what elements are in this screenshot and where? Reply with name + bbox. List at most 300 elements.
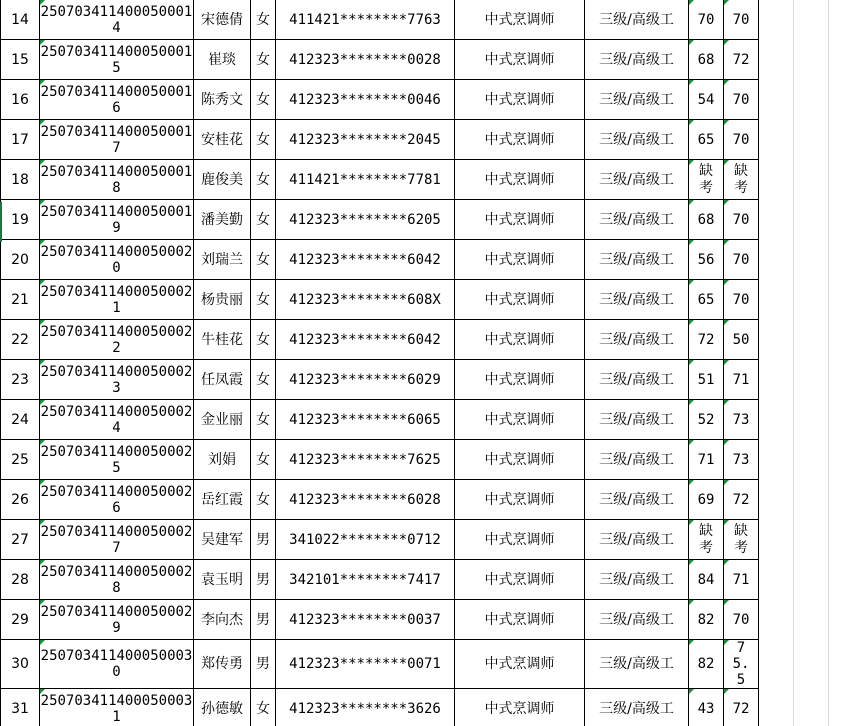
theory-score: 56	[697, 251, 715, 268]
theory-score-cell[interactable]	[689, 80, 724, 120]
table-row[interactable]	[1, 240, 759, 280]
theory-score-cell[interactable]	[689, 600, 724, 640]
level-cell[interactable]	[585, 400, 689, 440]
level-cell[interactable]	[585, 440, 689, 480]
skill-score: 70	[732, 611, 750, 628]
gender-cell[interactable]	[251, 0, 276, 40]
exam-number: 2507034114000500018	[40, 163, 193, 196]
text-number-marker-icon	[689, 480, 694, 485]
row-number-cell[interactable]	[1, 689, 40, 726]
table-row[interactable]	[1, 689, 759, 726]
level-cell[interactable]	[585, 560, 689, 600]
skill-score-cell[interactable]	[724, 560, 759, 600]
theory-score-cell[interactable]	[689, 0, 724, 40]
row-number-cell[interactable]	[1, 0, 40, 40]
gender-cell[interactable]	[251, 160, 276, 200]
table-row[interactable]	[1, 320, 759, 360]
level-cell[interactable]	[585, 600, 689, 640]
table-row[interactable]	[1, 520, 759, 560]
name-cell[interactable]	[194, 400, 251, 440]
theory-score: 72	[697, 331, 715, 348]
trade: 中式烹调师	[484, 331, 555, 348]
level: 三级/高级工	[599, 291, 674, 308]
text-number-marker-icon	[724, 200, 729, 205]
gender: 女	[256, 291, 270, 308]
name-cell[interactable]	[194, 200, 251, 240]
gender: 男	[256, 531, 270, 548]
table-row[interactable]	[1, 120, 759, 160]
text-number-marker-icon	[689, 400, 694, 405]
theory-score: 82	[697, 656, 715, 672]
row-number: 25	[11, 451, 29, 468]
table-row[interactable]	[1, 600, 759, 640]
skill-score-cell[interactable]	[724, 640, 759, 689]
level-cell[interactable]	[585, 160, 689, 200]
text-number-marker-icon	[724, 360, 729, 365]
text-number-marker-icon	[40, 120, 45, 125]
text-number-marker-icon	[689, 520, 694, 525]
name-cell[interactable]	[194, 120, 251, 160]
row-number-cell[interactable]	[1, 440, 40, 480]
skill-score-cell[interactable]	[724, 240, 759, 280]
level: 三级/高级工	[599, 51, 674, 68]
exam-number: 2507034114000500025	[40, 443, 193, 476]
name-cell[interactable]	[194, 440, 251, 480]
theory-score-cell[interactable]	[689, 320, 724, 360]
row-number-cell[interactable]	[1, 120, 40, 160]
id-number-cell[interactable]	[276, 480, 455, 520]
gender: 男	[256, 571, 270, 588]
candidate-name: 安桂花	[201, 131, 243, 148]
text-number-marker-icon	[40, 480, 45, 485]
gender: 女	[256, 371, 270, 388]
row-number: 21	[11, 291, 29, 308]
gender-cell[interactable]	[251, 360, 276, 400]
exam-number: 2507034114000500031	[40, 692, 193, 725]
name-cell[interactable]	[194, 560, 251, 600]
text-number-marker-icon	[40, 320, 45, 325]
id-number-cell[interactable]	[276, 0, 455, 40]
theory-score-cell[interactable]	[689, 480, 724, 520]
skill-score-cell[interactable]	[724, 280, 759, 320]
gender: 女	[256, 211, 270, 228]
candidate-name: 任凤霞	[201, 371, 243, 388]
row-number-cell[interactable]	[1, 560, 40, 600]
theory-score: 65	[697, 131, 715, 148]
theory-score: 缺考	[699, 162, 713, 196]
skill-score-cell[interactable]	[724, 689, 759, 726]
candidate-name: 崔琰	[208, 51, 236, 68]
level: 三级/高级工	[599, 611, 674, 628]
row-number-cell[interactable]	[1, 600, 40, 640]
skill-score: 75.5	[732, 640, 750, 688]
exam-number: 2507034114000500028	[40, 563, 193, 596]
exam-number-cell[interactable]	[40, 640, 194, 689]
gender: 女	[256, 491, 270, 508]
level-cell[interactable]	[585, 80, 689, 120]
table-row[interactable]	[1, 440, 759, 480]
level: 三级/高级工	[599, 11, 674, 28]
id-number-cell[interactable]	[276, 600, 455, 640]
id-number-cell[interactable]	[276, 440, 455, 480]
level: 三级/高级工	[599, 411, 674, 428]
skill-score: 70	[732, 131, 750, 148]
candidate-name: 袁玉明	[201, 571, 243, 588]
skill-score: 71	[732, 571, 750, 588]
gender-cell[interactable]	[251, 80, 276, 120]
id-number-cell[interactable]	[276, 520, 455, 560]
theory-score-cell[interactable]	[689, 160, 724, 200]
table-row[interactable]	[1, 280, 759, 320]
candidate-name: 宋德倩	[201, 11, 243, 28]
exam-number-cell[interactable]	[40, 0, 194, 40]
name-cell[interactable]	[194, 280, 251, 320]
table-row[interactable]	[1, 480, 759, 520]
id-number: 412323********3626	[289, 700, 441, 717]
candidate-name: 杨贵丽	[201, 291, 243, 308]
gender-cell[interactable]	[251, 560, 276, 600]
table-row[interactable]	[1, 560, 759, 600]
level: 三级/高级工	[599, 91, 674, 108]
gender-cell[interactable]	[251, 440, 276, 480]
name-cell[interactable]	[194, 600, 251, 640]
exam-number-cell[interactable]	[40, 440, 194, 480]
exam-number-cell[interactable]	[40, 689, 194, 726]
exam-number: 2507034114000500027	[40, 523, 193, 556]
name-cell[interactable]	[194, 689, 251, 726]
row-number-cell[interactable]	[1, 480, 40, 520]
gender: 女	[256, 51, 270, 68]
theory-score-cell[interactable]	[689, 280, 724, 320]
skill-score: 73	[732, 411, 750, 428]
gender-cell[interactable]	[251, 40, 276, 80]
name-cell[interactable]	[194, 240, 251, 280]
row-number: 23	[11, 371, 29, 388]
exam-number: 2507034114000500029	[40, 603, 193, 636]
candidate-name: 岳红霞	[201, 491, 243, 508]
trade-cell[interactable]	[455, 320, 585, 360]
row-number: 31	[11, 700, 29, 717]
trade-cell[interactable]	[455, 280, 585, 320]
skill-score: 72	[732, 51, 750, 68]
trade-cell[interactable]	[455, 689, 585, 726]
trade-cell[interactable]	[455, 600, 585, 640]
id-number: 412323********6029	[289, 371, 441, 388]
theory-score-cell[interactable]	[689, 520, 724, 560]
candidate-name: 刘娟	[208, 451, 236, 468]
gender-cell[interactable]	[251, 320, 276, 360]
theory-score: 缺考	[699, 522, 713, 556]
table-row[interactable]	[1, 200, 759, 240]
trade: 中式烹调师	[484, 700, 555, 717]
theory-score: 43	[697, 700, 715, 717]
gender: 女	[256, 451, 270, 468]
id-number: 411421********7763	[289, 11, 441, 28]
exam-number-cell[interactable]	[40, 200, 194, 240]
level-cell[interactable]	[585, 360, 689, 400]
exam-number: 2507034114000500020	[40, 243, 193, 276]
name-cell[interactable]	[194, 80, 251, 120]
text-number-marker-icon	[689, 320, 694, 325]
level-cell[interactable]	[585, 40, 689, 80]
text-number-marker-icon	[689, 240, 694, 245]
exam-number: 2507034114000500015	[40, 43, 193, 76]
exam-number: 2507034114000500019	[40, 203, 193, 236]
row-number: 18	[11, 171, 29, 188]
theory-score-cell[interactable]	[689, 200, 724, 240]
candidate-name: 李向杰	[201, 611, 243, 628]
name-cell[interactable]	[194, 360, 251, 400]
id-number: 412323********6205	[289, 211, 441, 228]
id-number-cell[interactable]	[276, 120, 455, 160]
exam-number-cell[interactable]	[40, 560, 194, 600]
trade-cell[interactable]	[455, 480, 585, 520]
skill-score-cell[interactable]	[724, 40, 759, 80]
level-cell[interactable]	[585, 320, 689, 360]
gender: 女	[256, 700, 270, 717]
level-cell[interactable]	[585, 640, 689, 689]
name-cell[interactable]	[194, 320, 251, 360]
name-cell[interactable]	[194, 0, 251, 40]
gender-cell[interactable]	[251, 640, 276, 689]
text-number-marker-icon	[724, 0, 729, 5]
gender-cell[interactable]	[251, 689, 276, 726]
text-number-marker-icon	[689, 600, 694, 605]
trade-cell[interactable]	[455, 80, 585, 120]
trade: 中式烹调师	[484, 51, 555, 68]
table-row[interactable]	[1, 40, 759, 80]
skill-score-cell[interactable]	[724, 80, 759, 120]
gender-cell[interactable]	[251, 280, 276, 320]
level: 三级/高级工	[599, 451, 674, 468]
candidate-name: 郑传勇	[201, 656, 243, 672]
exam-number-cell[interactable]	[40, 360, 194, 400]
row-number: 24	[11, 411, 29, 428]
theory-score-cell[interactable]	[689, 400, 724, 440]
theory-score-cell[interactable]	[689, 120, 724, 160]
exam-number-cell[interactable]	[40, 320, 194, 360]
skill-score: 73	[732, 451, 750, 468]
text-number-marker-icon	[724, 640, 729, 645]
trade: 中式烹调师	[484, 251, 555, 268]
table-row[interactable]	[1, 0, 759, 40]
gender-cell[interactable]	[251, 600, 276, 640]
text-number-marker-icon	[689, 160, 694, 165]
trade: 中式烹调师	[484, 451, 555, 468]
exam-number-cell[interactable]	[40, 160, 194, 200]
gender: 女	[256, 411, 270, 428]
gridline	[793, 0, 794, 726]
id-number-cell[interactable]	[276, 360, 455, 400]
skill-score: 缺考	[734, 162, 748, 196]
text-number-marker-icon	[40, 80, 45, 85]
text-number-marker-icon	[40, 240, 45, 245]
table-row[interactable]	[1, 80, 759, 120]
candidate-name: 金业丽	[201, 411, 243, 428]
text-number-marker-icon	[40, 560, 45, 565]
theory-score-cell[interactable]	[689, 240, 724, 280]
id-number-cell[interactable]	[276, 80, 455, 120]
row-number-cell[interactable]	[1, 640, 40, 689]
row-number-cell[interactable]	[1, 360, 40, 400]
id-number: 412323********6028	[289, 491, 441, 508]
level: 三级/高级工	[599, 656, 674, 672]
row-number-cell[interactable]	[1, 200, 40, 240]
candidate-name: 孙德敏	[201, 700, 243, 717]
trade-cell[interactable]	[455, 240, 585, 280]
name-cell[interactable]	[194, 160, 251, 200]
level-cell[interactable]	[585, 520, 689, 560]
level-cell[interactable]	[585, 689, 689, 726]
skill-score-cell[interactable]	[724, 160, 759, 200]
skill-score: 71	[732, 371, 750, 388]
theory-score-cell[interactable]	[689, 560, 724, 600]
skill-score-cell[interactable]	[724, 0, 759, 40]
table-row[interactable]	[1, 640, 759, 689]
trade: 中式烹调师	[484, 491, 555, 508]
trade: 中式烹调师	[484, 171, 555, 188]
id-number-cell[interactable]	[276, 280, 455, 320]
level-cell[interactable]	[585, 200, 689, 240]
trade-cell[interactable]	[455, 120, 585, 160]
skill-score: 70	[732, 11, 750, 28]
text-number-marker-icon	[40, 640, 45, 645]
theory-score-cell[interactable]	[689, 640, 724, 689]
name-cell[interactable]	[194, 40, 251, 80]
skill-score-cell[interactable]	[724, 480, 759, 520]
id-number-cell[interactable]	[276, 240, 455, 280]
trade-cell[interactable]	[455, 0, 585, 40]
name-cell[interactable]	[194, 640, 251, 689]
trade-cell[interactable]	[455, 160, 585, 200]
id-number: 412323********2045	[289, 131, 441, 148]
skill-score-cell[interactable]	[724, 320, 759, 360]
row-number-cell[interactable]	[1, 280, 40, 320]
text-number-marker-icon	[40, 400, 45, 405]
skill-score: 缺考	[734, 522, 748, 556]
trade-cell[interactable]	[455, 640, 585, 689]
theory-score-cell[interactable]	[689, 360, 724, 400]
id-number: 342101********7417	[289, 571, 441, 588]
trade-cell[interactable]	[455, 440, 585, 480]
theory-score-cell[interactable]	[689, 689, 724, 726]
skill-score: 70	[732, 91, 750, 108]
skill-score-cell[interactable]	[724, 440, 759, 480]
skill-score-cell[interactable]	[724, 400, 759, 440]
theory-score: 71	[697, 451, 715, 468]
gridline	[828, 0, 829, 726]
trade: 中式烹调师	[484, 531, 555, 548]
exam-number-cell[interactable]	[40, 400, 194, 440]
trade: 中式烹调师	[484, 131, 555, 148]
exam-number: 2507034114000500021	[40, 283, 193, 316]
text-number-marker-icon	[724, 280, 729, 285]
text-number-marker-icon	[689, 360, 694, 365]
theory-score-cell[interactable]	[689, 40, 724, 80]
text-number-marker-icon	[689, 280, 694, 285]
id-number-cell[interactable]	[276, 689, 455, 726]
skill-score-cell[interactable]	[724, 360, 759, 400]
level-cell[interactable]	[585, 240, 689, 280]
id-number-cell[interactable]	[276, 400, 455, 440]
id-number: 411421********7781	[289, 171, 441, 188]
row-number-cell[interactable]	[1, 160, 40, 200]
text-number-marker-icon	[724, 320, 729, 325]
row-number-cell[interactable]	[1, 320, 40, 360]
text-number-marker-icon	[40, 160, 45, 165]
id-number-cell[interactable]	[276, 320, 455, 360]
table-row[interactable]	[1, 360, 759, 400]
row-number: 17	[11, 131, 29, 148]
skill-score: 72	[732, 700, 750, 717]
trade-cell[interactable]	[455, 400, 585, 440]
name-cell[interactable]	[194, 520, 251, 560]
gender-cell[interactable]	[251, 120, 276, 160]
text-number-marker-icon	[689, 0, 694, 5]
row-number-cell[interactable]	[1, 520, 40, 560]
trade-cell[interactable]	[455, 40, 585, 80]
skill-score-cell[interactable]	[724, 200, 759, 240]
row-number-cell[interactable]	[1, 240, 40, 280]
level-cell[interactable]	[585, 480, 689, 520]
trade-cell[interactable]	[455, 360, 585, 400]
id-number-cell[interactable]	[276, 640, 455, 689]
level-cell[interactable]	[585, 120, 689, 160]
skill-score-cell[interactable]	[724, 120, 759, 160]
id-number-cell[interactable]	[276, 40, 455, 80]
exam-number-cell[interactable]	[40, 240, 194, 280]
exam-number: 2507034114000500016	[40, 83, 193, 116]
exam-number: 2507034114000500017	[40, 123, 193, 156]
trade: 中式烹调师	[484, 11, 555, 28]
text-number-marker-icon	[724, 40, 729, 45]
gender-cell[interactable]	[251, 400, 276, 440]
text-number-marker-icon	[724, 689, 729, 694]
theory-score-cell[interactable]	[689, 440, 724, 480]
level-cell[interactable]	[585, 0, 689, 40]
id-number-cell[interactable]	[276, 160, 455, 200]
level: 三级/高级工	[599, 331, 674, 348]
exam-number-cell[interactable]	[40, 40, 194, 80]
trade-cell[interactable]	[455, 520, 585, 560]
exam-number-cell[interactable]	[40, 80, 194, 120]
skill-score-cell[interactable]	[724, 520, 759, 560]
text-number-marker-icon	[40, 520, 45, 525]
skill-score-cell[interactable]	[724, 600, 759, 640]
exam-number-cell[interactable]	[40, 520, 194, 560]
gender-cell[interactable]	[251, 480, 276, 520]
id-number-cell[interactable]	[276, 560, 455, 600]
exam-number-cell[interactable]	[40, 480, 194, 520]
level-cell[interactable]	[585, 280, 689, 320]
row-number-cell[interactable]	[1, 80, 40, 120]
table-row[interactable]	[1, 160, 759, 200]
trade-cell[interactable]	[455, 560, 585, 600]
level: 三级/高级工	[599, 251, 674, 268]
name-cell[interactable]	[194, 480, 251, 520]
gender-cell[interactable]	[251, 240, 276, 280]
trade-cell[interactable]	[455, 200, 585, 240]
row-number-cell[interactable]	[1, 40, 40, 80]
gender-cell[interactable]	[251, 520, 276, 560]
gender-cell[interactable]	[251, 200, 276, 240]
exam-number-cell[interactable]	[40, 120, 194, 160]
row-number-cell[interactable]	[1, 400, 40, 440]
exam-number-cell[interactable]	[40, 280, 194, 320]
id-number-cell[interactable]	[276, 200, 455, 240]
table-row[interactable]	[1, 400, 759, 440]
exam-number-cell[interactable]	[40, 600, 194, 640]
